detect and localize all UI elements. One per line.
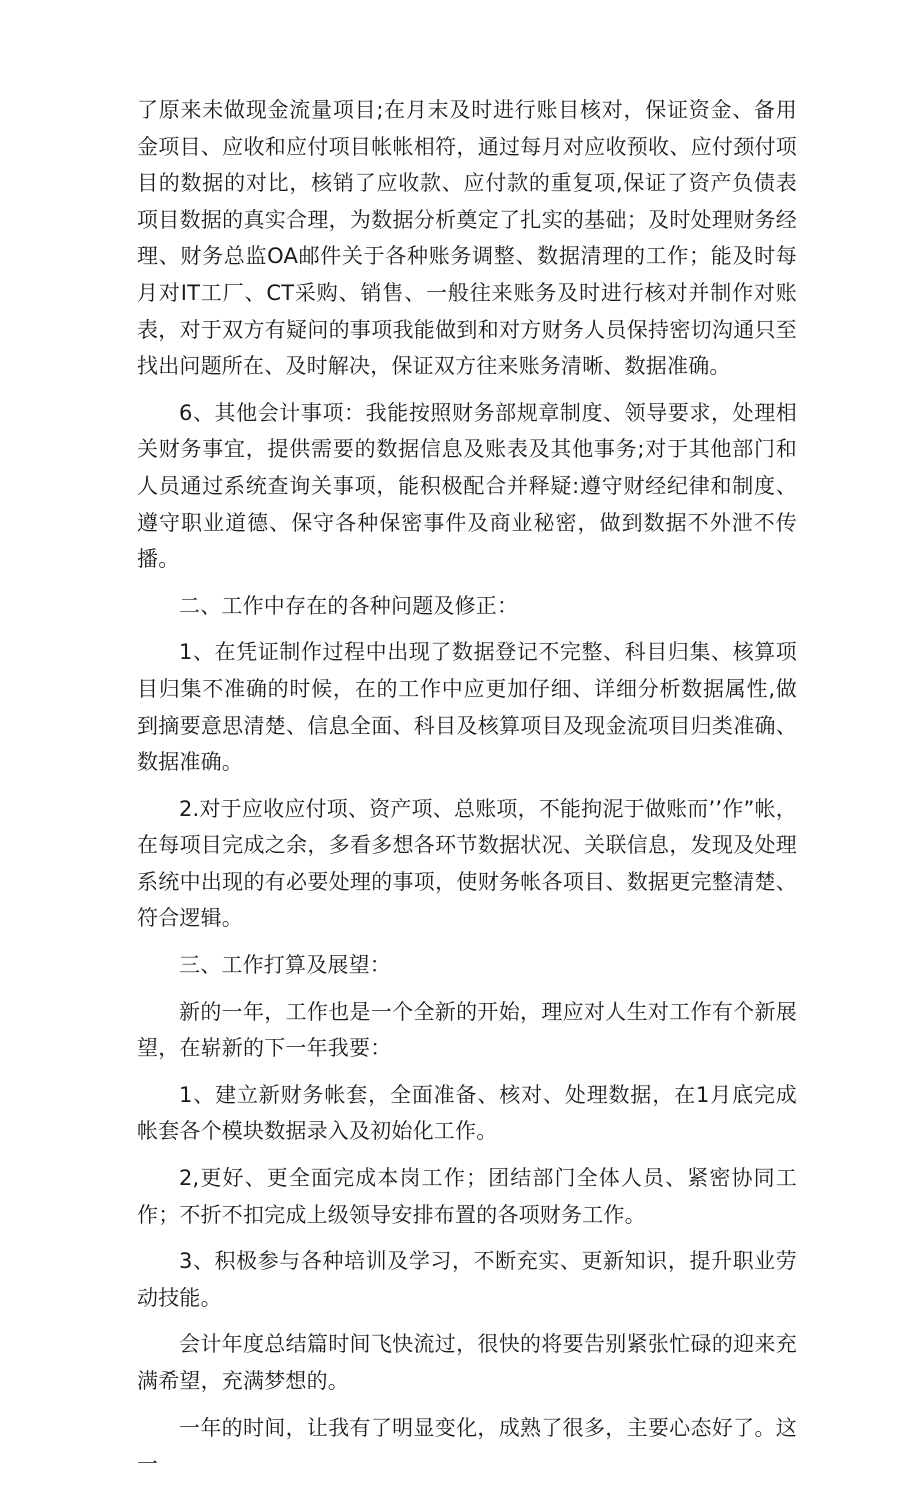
paragraph-plan-3: 3、积极参与各种培训及学习，不断充实、更新知识，提升职业劳动技能。: [137, 1249, 797, 1310]
paragraph-cash-flow-reconciliation: 了原来未做现金流量项目;在月末及时进行账目核对，保证资金、备用金项目、应收和应付项目帐帐相符，通过每月对应收预收、应付颈付项目的数据的对比，核销了应收款、应付款的重复项,保证了资产负债表项目数据的真实合理，为数据分析奠定了扎实的基础；及时处理财务经理、财务总监OA邮件关于各种账务调整、数据清理的工作；能及时每月对IT工厂、CT采购、销售、一般往来账务及时进行核对并制作对账表，对于双方有疑问的事项我能做到和对方财务人员保持密切沟通只至找出问题所在、及时解决，保证双方往来账务清晰、数据准确。: [137, 98, 797, 379]
paragraph-plan-1: 1、建立新财务帐套，全面准备、核对、处理数据，在1月底完成帐套各个模块数据录入及初始化工作。: [137, 1082, 797, 1144]
paragraph-other-accounting-matters: 6、其他会计事项：我能按照财务部规章制度、领导要求，处理相关财务事宜，提供需要的数据信息及账表及其他事务;对于其他部门和人员通过系统查询关事项，能积极配合并释疑:遵守财经纪律和制度、遵守职业道德、保守各种保密事件及商业秘密，做到数据不外泄不传播。: [137, 400, 797, 572]
paragraph-summary-intro: 会计年度总结篇时间飞快流过，很快的将要告别紧张忙碌的迎来充满希望，充满梦想的。: [137, 1332, 797, 1393]
document-page: [137, 92, 797, 1493]
paragraph-problem-1: 1、在凭证制作过程中出现了数据登记不完整、科目归集、核算项目归集不准确的时候，在的工作中应更加仔细、详细分析数据属性,做到摘要意思清楚、信息全面、科目及核算项目及现金流项目归类准确、数据准确。: [137, 640, 797, 775]
section-heading-plans: 三、工作打算及展望：: [179, 953, 391, 978]
paragraph-year-reflection: 一年的时间，让我有了明显变化，成熟了很多，主要心态好了。这一: [137, 1415, 797, 1477]
paragraph-new-year-intro: 新的一年，工作也是一个全新的开始，理应对人生对工作有个新展望，在崭新的下一年我要：: [137, 999, 797, 1061]
paragraph-problem-2: 2.对于应收应付项、资产项、总账项，不能拘泥于做账而’’作”帐，在每项目完成之余，多看多想各环节数据状况、关联信息，发现及处理系统中出现的有必要处理的事项，使财务帐各项目、数据更完整清楚、符合逻辑。: [137, 796, 797, 931]
section-heading-problems: 二、工作中存在的各种问题及修正：: [179, 593, 519, 618]
paragraph-plan-2: 2,更好、更全面完成本岗工作；团结部门全体人员、紧密协同工作；不折不扣完成上级领导安排布置的各项财务工作。: [137, 1166, 797, 1227]
